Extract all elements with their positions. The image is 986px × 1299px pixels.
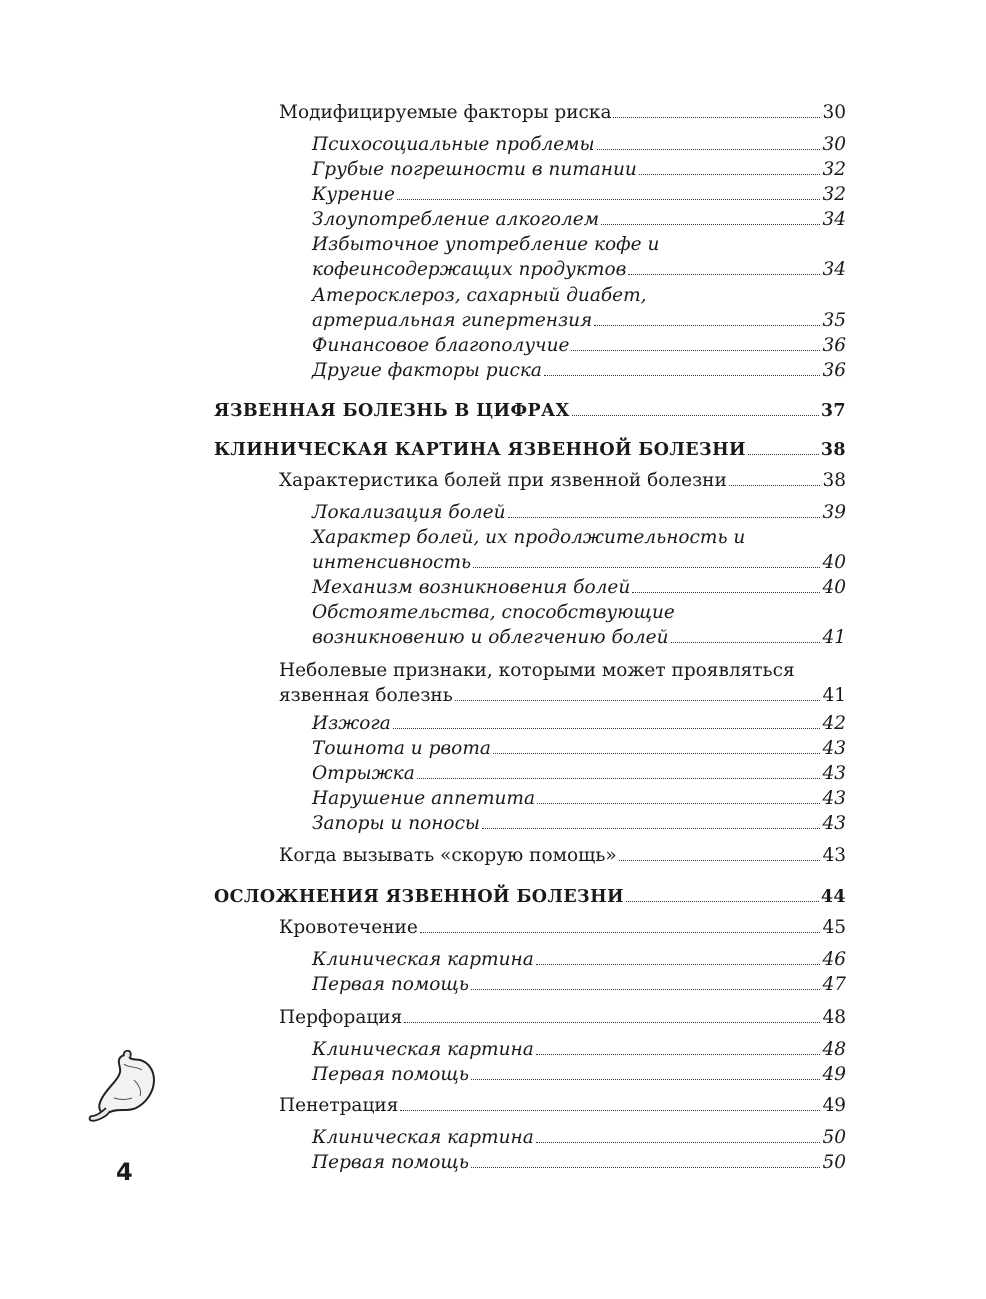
toc-entry-line1: Атеросклероз, сахарный диабет, <box>312 285 647 306</box>
toc-entry[interactable]: Первая помощь 50 <box>312 1152 846 1173</box>
toc-entry-line1: Характер болей, их продолжительность и <box>312 527 746 548</box>
toc-entry[interactable]: Клиническая картина 50 <box>312 1127 846 1148</box>
toc-entry[interactable]: Запоры и поносы 43 <box>312 813 846 834</box>
toc-entry[interactable]: Другие факторы риска 36 <box>312 360 846 381</box>
toc-chapter[interactable]: ОСЛОЖНЕНИЯ ЯЗВЕННОЙ БОЛЕЗНИ 44 <box>214 887 846 907</box>
toc-entry[interactable]: Первая помощь 49 <box>312 1064 846 1085</box>
toc-entry[interactable]: Нарушение аппетита 43 <box>312 788 846 809</box>
toc-entry[interactable]: Клиническая картина 46 <box>312 949 846 970</box>
toc-entry-line1: Избыточное употребление кофе и <box>312 234 660 255</box>
toc-entry[interactable]: Злоупотребление алкоголем 34 <box>312 209 846 230</box>
toc-entry-line1: Неболевые признаки, которыми может проявляться <box>279 660 795 681</box>
toc-entry[interactable]: Клиническая картина 48 <box>312 1039 846 1060</box>
toc-chapter[interactable]: ЯЗВЕННАЯ БОЛЕЗНЬ В ЦИФРАХ 37 <box>214 401 846 421</box>
toc-entry[interactable]: артериальная гипертензия 35 <box>312 310 846 331</box>
toc-entry[interactable]: Финансовое благополучие 36 <box>312 335 846 356</box>
toc-entry[interactable]: Перфорация 48 <box>279 1007 846 1028</box>
page-number: 4 <box>116 1158 133 1186</box>
toc-entry-line1: Обстоятельства, способствующие <box>312 602 675 623</box>
toc-entry[interactable]: Тошнота и рвота 43 <box>312 738 846 759</box>
stomach-icon <box>84 1050 164 1130</box>
toc-entry[interactable]: Отрыжка 43 <box>312 763 846 784</box>
toc-entry[interactable]: интенсивность 40 <box>312 552 846 573</box>
toc-entry[interactable]: Психосоциальные проблемы 30 <box>312 134 846 155</box>
toc-entry[interactable]: язвенная болезнь 41 <box>279 685 846 706</box>
toc-chapter[interactable]: КЛИНИЧЕСКАЯ КАРТИНА ЯЗВЕННОЙ БОЛЕЗНИ 38 <box>214 440 846 460</box>
toc-entry[interactable]: Изжога 42 <box>312 713 846 734</box>
toc-entry[interactable]: Модифицируемые факторы риска 30 <box>279 102 846 123</box>
toc-entry[interactable]: Грубые погрешности в питании 32 <box>312 159 846 180</box>
toc-entry[interactable]: Характеристика болей при язвенной болезни 38 <box>279 470 846 491</box>
toc-entry[interactable]: Кровотечение 45 <box>279 917 846 938</box>
toc-entry[interactable]: возникновению и облегчению болей 41 <box>312 627 846 648</box>
toc-entry[interactable]: Когда вызывать «скорую помощь» 43 <box>279 845 846 866</box>
toc-entry[interactable]: кофеинсодержащих продуктов 34 <box>312 259 846 280</box>
toc-entry[interactable]: Первая помощь 47 <box>312 974 846 995</box>
toc-entry[interactable]: Механизм возникновения болей 40 <box>312 577 846 598</box>
toc-entry[interactable]: Курение 32 <box>312 184 846 205</box>
toc-entry[interactable]: Пенетрация 49 <box>279 1095 846 1116</box>
toc-entry[interactable]: Локализация болей 39 <box>312 502 846 523</box>
